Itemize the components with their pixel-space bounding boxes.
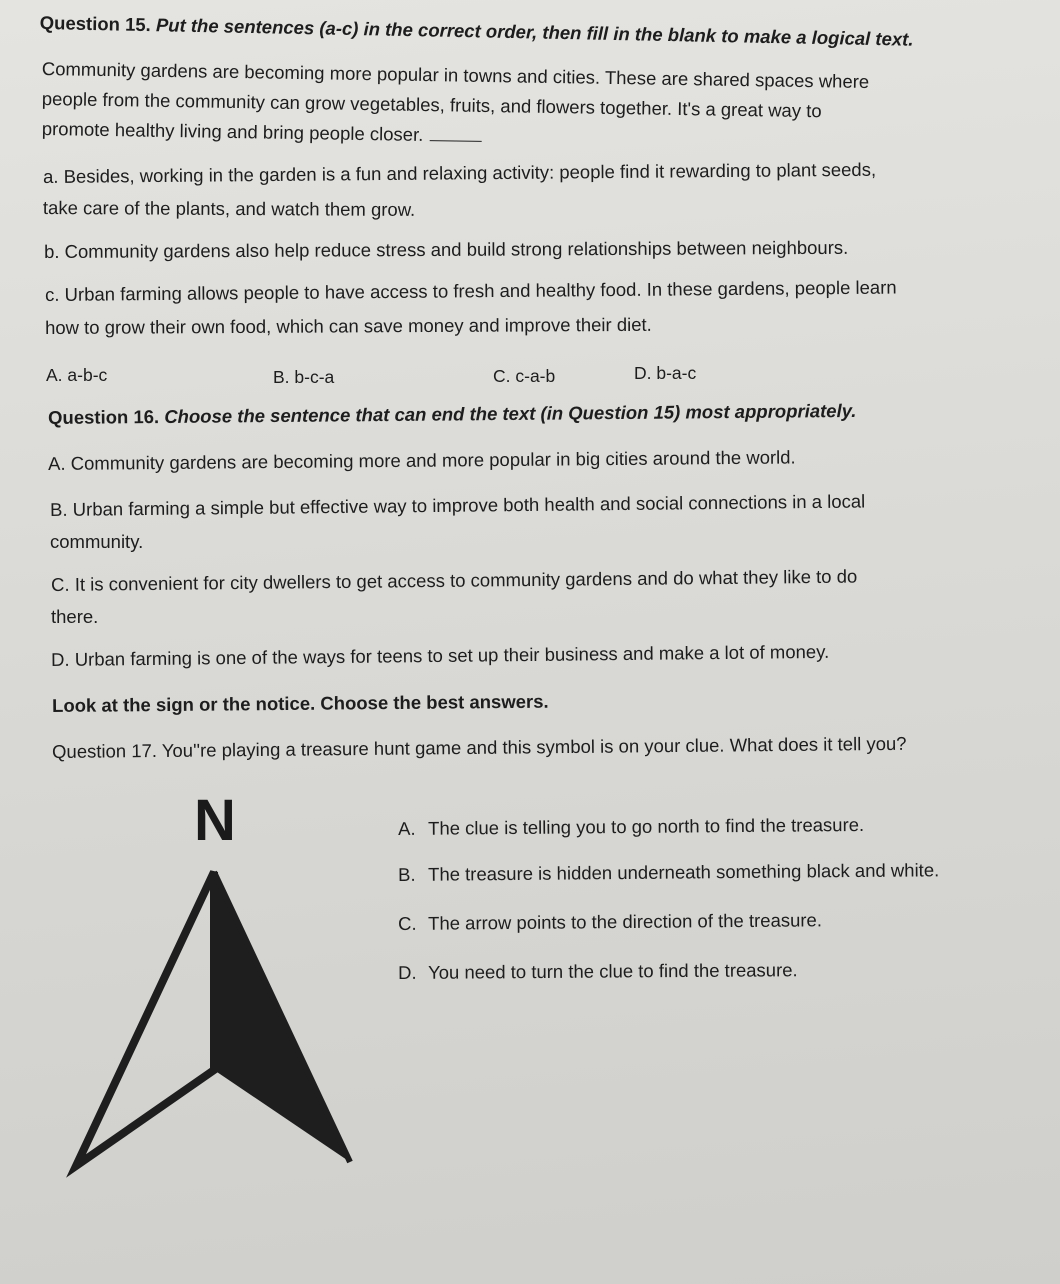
q16-label: Question 16. (48, 406, 160, 428)
q17-question: Question 17. You''re playing a treasure hunt game and this symbol is on your clue. What does it tell you? (52, 732, 907, 762)
q17-option-c-letter: C. (398, 912, 417, 934)
q15-passage-line-3 (42, 118, 482, 147)
q15-passage-line-2: people from the community can grow vegetables, fruits, and flowers together. It's a great way to (41, 88, 822, 122)
q15-option-b[interactable]: B. b-c-a (273, 367, 335, 387)
q17-option-a-letter: A. (398, 817, 416, 839)
q17-option-b-letter: B. (398, 863, 416, 885)
q15-label: Question 15. (39, 12, 152, 36)
q15-instruction: Put the sentences (a-c) in the correct order, then fill in the blank to make a logical text. (155, 14, 914, 50)
north-arrow-icon (60, 780, 360, 1180)
north-letter: N (194, 788, 236, 853)
q17-option-c-text: The arrow points to the direction of the treasure. (427, 909, 823, 934)
q16-option-b-line-2[interactable]: community. (50, 531, 144, 552)
q17-option-a[interactable] (398, 814, 864, 840)
q17-option-d[interactable] (398, 959, 798, 984)
q15-option-c[interactable]: C. c-a-b (493, 366, 556, 386)
q16-option-d[interactable]: D. Urban farming is one of the ways for teens to set up their business and make a lot of money. (51, 640, 830, 670)
q16-instruction: Choose the sentence that can end the text (in Question 15) most appropriately. (164, 399, 857, 427)
q16-option-c-line-1[interactable]: C. It is convenient for city dwellers to get access to community gardens and do what they like to do (51, 565, 858, 595)
q15-sentence-c-line-2: how to grow their own food, which can save money and improve their diet. (45, 313, 652, 338)
q17-option-c[interactable] (398, 909, 822, 935)
q17-option-d-text: You need to turn the clue to find the treasure. (427, 959, 798, 983)
q15-option-a[interactable]: A. a-b-c (46, 365, 108, 385)
arrow-light-half (76, 872, 214, 1166)
q15-sentence-b: b. Community gardens also help reduce stress and build strong relationships between neighbours. (44, 236, 849, 262)
q15-passage-line-1: Community gardens are becoming more popular in towns and cities. These are shared spaces where (41, 58, 870, 92)
q15-sentence-c-line-1: c. Urban farming allows people to have access to fresh and healthy food. In these gardens, people learn (45, 276, 897, 305)
q15-sentence-a-line-2: take care of the plants, and watch them grow. (42, 197, 416, 220)
q17-option-d-letter: D. (398, 961, 417, 983)
q15-heading (40, 12, 914, 51)
q15-option-d[interactable]: D. b-a-c (634, 363, 697, 383)
q17-option-b-text: The treasure is hidden underneath something black and white. (427, 859, 940, 885)
q16-option-a[interactable]: A. Community gardens are becoming more and more popular in big cities around the world. (48, 446, 796, 474)
q15-sentence-a-line-1: a. Besides, working in the garden is a fun and relaxing activity: people find it rewarding to plant seeds, (43, 158, 877, 187)
q17-option-b[interactable] (398, 859, 939, 886)
q15-passage-line-3-text: promote healthy living and bring people closer. (41, 118, 424, 145)
section-heading: Look at the sign or the notice. Choose the best answers. (52, 690, 549, 716)
q16-heading (48, 400, 857, 429)
fill-in-blank[interactable] (429, 126, 481, 142)
q17-option-a-text: The clue is telling you to go north to find the treasure. (427, 813, 865, 839)
q16-option-c-line-2[interactable]: there. (51, 606, 99, 627)
q16-option-b-line-1[interactable]: B. Urban farming a simple but effective way to improve both health and social connections in a local (50, 490, 866, 520)
